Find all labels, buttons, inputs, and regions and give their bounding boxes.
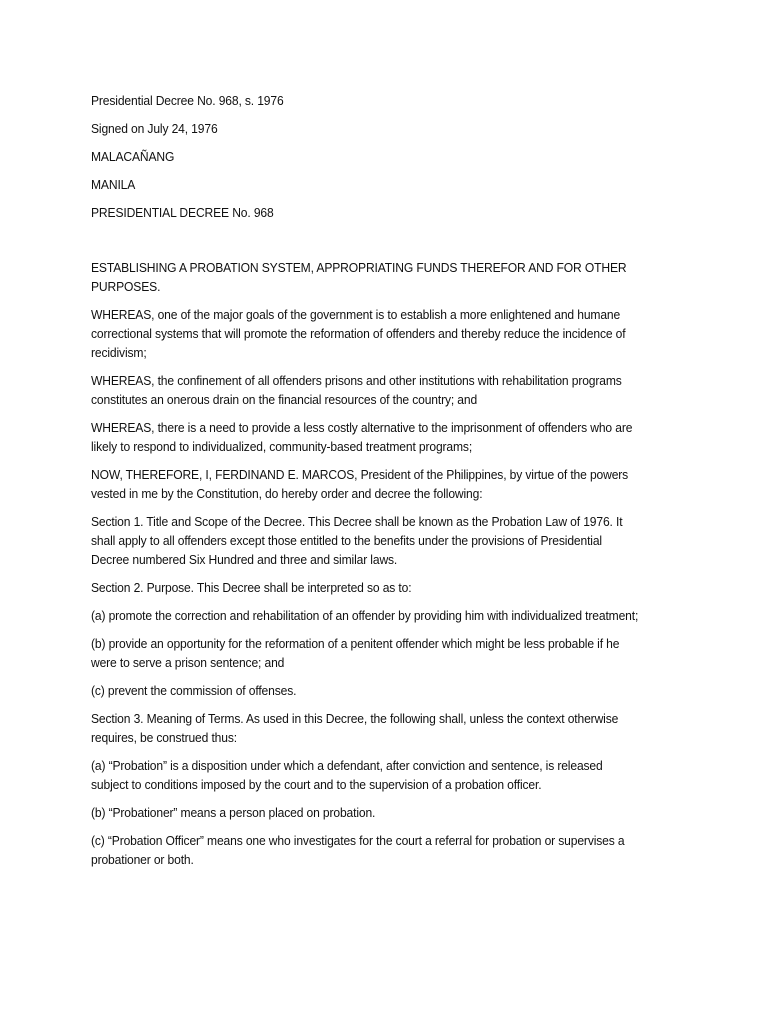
office-name: MALACAÑANG: [91, 149, 175, 164]
city-name: MANILA: [91, 177, 136, 192]
section-3-item-c: (c) “Probation Officer” means one who investigates for the court a referral for probation or supervises a probationer or both.: [91, 833, 625, 867]
section-2-item-b: (b) provide an opportunity for the reformation of a penitent offender which might be less probable if he were to serve a prison sentence; and: [91, 636, 620, 670]
section-3-item-b: (b) “Probationer” means a person placed on probation.: [91, 805, 376, 820]
section-2-item-c: (c) prevent the commission of offenses.: [91, 683, 297, 698]
section-2: Section 2. Purpose. This Decree shall be interpreted so as to:: [91, 580, 412, 595]
document-text: [91, 91, 640, 878]
whereas-clause-3: WHEREAS, there is a need to provide a less costly alternative to the imprisonment of offenders who are likely to respond to individualized, community-based treatment programs;: [91, 420, 633, 454]
header-spacer: [91, 231, 640, 258]
section-2-item-a: (a) promote the correction and rehabilitation of an offender by providing him with individualized treatment;: [91, 608, 639, 623]
decree-reference: Presidential Decree No. 968, s. 1976: [91, 93, 284, 108]
now-therefore-clause: NOW, THEREFORE, I, FERDINAND E. MARCOS, President of the Philippines, by virtue of the powers vested in me by the Constitution, do hereby order and decree the following:: [91, 467, 629, 501]
decree-title: PRESIDENTIAL DECREE No. 968: [91, 205, 274, 220]
signed-date: Signed on July 24, 1976: [91, 121, 218, 136]
section-1: Section 1. Title and Scope of the Decree. This Decree shall be known as the Probation Law of 1976. It shall apply to all offenders except those entitled to the benefits under the provisions of Presidential Decree numbered Six Hundred and three and similar laws.: [91, 514, 623, 567]
section-3-item-a: (a) “Probation” is a disposition under which a defendant, after conviction and sentence, is released subject to conditions imposed by the court and to the supervision of a probation officer.: [91, 758, 603, 792]
whereas-clause-2: WHEREAS, the confinement of all offenders prisons and other institutions with rehabilitation programs constitutes an onerous drain on the financial resources of the country; and: [91, 373, 622, 407]
section-3: Section 3. Meaning of Terms. As used in this Decree, the following shall, unless the context otherwise requires, be construed thus:: [91, 711, 619, 745]
whereas-clause-1: WHEREAS, one of the major goals of the government is to establish a more enlightened and humane correctional systems that will promote the reformation of offenders and thereby reduce the incidence of recidivism;: [91, 307, 626, 360]
decree-heading: ESTABLISHING A PROBATION SYSTEM, APPROPRIATING FUNDS THEREFOR AND FOR OTHER PURPOSES.: [91, 260, 627, 294]
